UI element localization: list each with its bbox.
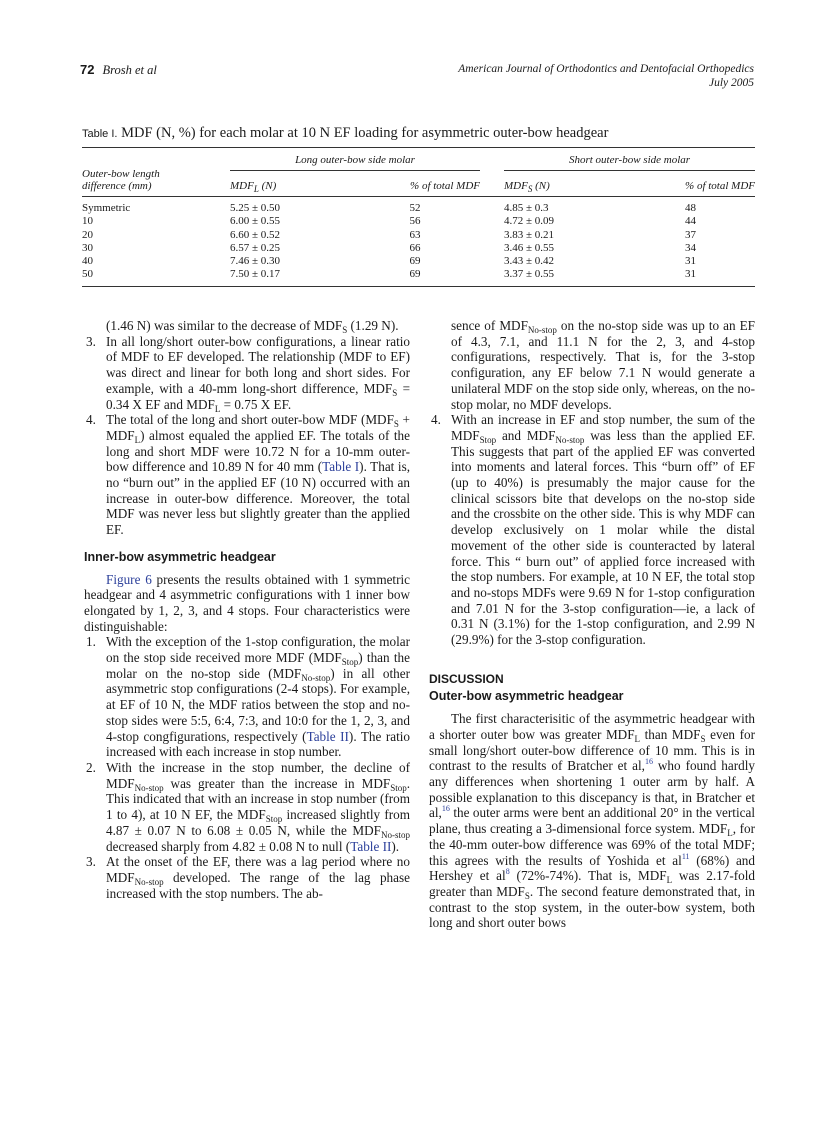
table-row <box>82 268 755 286</box>
text: the outer arms were bent an additional 20° in the vertical plane, thus creating a 3-dimensional force system. MDF <box>429 805 755 837</box>
subscript: No-stop <box>301 672 331 683</box>
list-number: 1. <box>86 634 96 650</box>
subscript: L <box>727 828 733 839</box>
table-1 <box>82 125 755 287</box>
text: With the increase in the stop number, the decline of MDF <box>106 759 410 791</box>
table-2-link[interactable]: Table II <box>306 728 349 744</box>
text: = 0.34 X EF and MDF <box>106 380 411 412</box>
cell-pct-l: 69 <box>409 255 421 268</box>
cell-mdf-l: 6.57 ± 0.25 <box>230 241 281 254</box>
subscript: S <box>524 890 530 901</box>
cell-mdf-s: 4.72 ± 0.09 <box>504 215 555 228</box>
list-item-4 <box>84 412 410 538</box>
cell-diff: Symmetric <box>82 202 131 214</box>
text: and MDF <box>496 427 556 443</box>
paragraph-inner-bow-intro <box>84 572 410 635</box>
table-1-link[interactable]: Table I <box>322 459 360 475</box>
subscript: No-stop <box>527 325 557 335</box>
col-header-mdf-l <box>230 174 350 197</box>
text: who found hardly any differences when shortening 1 outer arm by half. A possible explanation to this discepancy is that, in Bratcher et al, <box>429 758 755 821</box>
text: (1.29 N). <box>350 318 399 333</box>
text: In all long/short outer-bow configurations, a linear ratio of MDF to EF developed. The relationship (MDF to EF) was direct and linear for both long and short sides. For example, with a 40-mm long-short difference, MDF <box>106 333 410 396</box>
text: . The second feature demonstrated that, in contrast to the stop system, in the outer-bow system, both long and short outer bows <box>429 883 755 931</box>
table-row <box>82 255 755 268</box>
journal-title: American Journal of Orthodontics and Dentofacial Orthopedics <box>458 63 754 75</box>
list-number: 3. <box>86 854 96 870</box>
row-header <box>82 148 230 197</box>
cell-pct-l: 56 <box>409 215 421 228</box>
text: increased slightly from 4.87 ± 0.07 N to 6.08 ± 0.05 N, while the MDF <box>106 807 411 838</box>
mdf-s-unit: (N) <box>532 180 550 192</box>
table-row <box>82 215 755 228</box>
text: was greater than the increase in MDF <box>163 775 391 791</box>
list-number: 4. <box>86 412 96 428</box>
inner-list-item-2 <box>84 760 410 854</box>
table-label: Table I. <box>82 128 118 140</box>
cell-pct-s: 31 <box>685 268 696 281</box>
text: The first characterisitic of the asymmetric headgear with a shorter outer bow was greater MDF <box>429 711 755 742</box>
running-head-authors: Brosh et al <box>102 63 157 77</box>
subscript: Stop <box>390 782 407 793</box>
continued-item-2 <box>84 318 410 334</box>
cell-pct-s: 31 <box>685 255 696 268</box>
cell-pct-l: 66 <box>409 241 421 254</box>
group-header-short <box>504 148 755 175</box>
cell-diff: 50 <box>82 268 93 281</box>
text: At the onset of the EF, there was a lag period where no MDF <box>106 854 410 885</box>
subscript: L <box>214 403 221 414</box>
mdf-s-sub: S <box>527 184 533 194</box>
text: than MDF <box>640 726 701 742</box>
section-heading-discussion: DISCUSSION <box>429 671 504 686</box>
cell-pct-s: 48 <box>685 202 696 214</box>
running-head-left <box>80 62 157 78</box>
table-row <box>82 242 755 255</box>
cell-mdf-l: 5.25 ± 0.50 <box>230 202 281 214</box>
paragraph-discussion <box>429 711 755 931</box>
text: + MDF <box>106 412 410 443</box>
inner-list-item-1 <box>84 634 410 760</box>
table-2-link[interactable]: Table II <box>350 838 392 854</box>
cell-mdf-s: 3.37 ± 0.55 <box>504 268 555 281</box>
group-header-long <box>230 148 480 175</box>
list-number: 4. <box>431 412 441 428</box>
text: With the exception of the 1-stop configuration, the molar on the stop side received more MDF (MDF <box>106 634 410 666</box>
list-number: 2. <box>86 759 96 775</box>
subscript: No-stop <box>134 876 164 887</box>
cell-pct-s: 37 <box>685 228 696 241</box>
list-item-3 <box>84 334 410 413</box>
col-header-mdf-s <box>504 174 626 197</box>
row-header-line-1: Outer-bow length <box>82 168 160 180</box>
text: ) than the molar on the no-stop side (MDF <box>106 650 410 681</box>
mdf-l-sub: L <box>253 184 259 194</box>
inner-list-item-3 <box>84 854 410 901</box>
text: ). <box>391 838 400 854</box>
row-header-line-2: difference (mm) <box>82 180 152 192</box>
subscript: L <box>666 875 673 886</box>
text: (1.46 N) was similar to the decrease of MDF <box>106 318 343 333</box>
cell-diff: 40 <box>82 255 93 268</box>
cell-mdf-l: 7.50 ± 0.17 <box>230 268 281 281</box>
running-head <box>80 62 754 94</box>
mdf-l-unit: (N) <box>258 180 277 192</box>
table-caption <box>82 125 755 142</box>
text: sence of MDF <box>451 318 528 333</box>
text: presents the results obtained with 1 symmetric headgear and 4 asymmetric configurations with 1 inner bow elongated by 1, 2, 3, and 4 stops. Four characteristics were distinguishable: <box>84 571 410 634</box>
group-long-label: Long outer-bow side molar <box>295 154 415 166</box>
text: The total of the long and short outer-bow MDF (MDF <box>106 412 394 428</box>
subscript: S <box>392 387 398 398</box>
inner-list-item-3-continued <box>429 318 755 412</box>
page-number: 72 <box>80 62 95 77</box>
left-column <box>84 318 410 901</box>
subscript: L <box>134 434 141 445</box>
table-row <box>82 197 755 216</box>
text: ). The ratio increased with each increase in stop number. <box>106 728 410 760</box>
running-head-right <box>458 62 754 90</box>
subscript: S <box>700 733 706 744</box>
subscript: No-stop <box>555 434 585 445</box>
text: on the no-stop side was up to an EF of 4.3, 7.1, and 11.1 N for the 2, 3, and 4-stop configurations, respectively. That is, for the 3-stop configuration, any EF below 7.1 N would generate a unilateral MDF on the stop side only, whereas, on the no-stop molar, no MDF develops. <box>451 318 755 412</box>
subscript: No-stop <box>381 829 410 840</box>
text: (68%) and Hershey et al <box>429 852 755 884</box>
text: even for small long/short outer-bow difference of 10 mm. This is in contrast to the results of Bratcher et al, <box>429 726 755 774</box>
reference-11-link[interactable]: 11 <box>681 851 690 861</box>
subscript: S <box>342 325 348 335</box>
group-short-label: Short outer-bow side molar <box>568 154 691 166</box>
text: ). That is, no “burn out” in the applied EF (10 N) occurred with an increase in outer-bow difference. Moreover, the total MDF was never less but slightly greater than the applied EF. <box>106 459 411 538</box>
cell-mdf-l: 6.60 ± 0.52 <box>230 228 281 241</box>
cell-pct-l: 69 <box>409 268 421 281</box>
text: was 2.17-fold greater than MDF <box>429 868 755 899</box>
section-heading-inner-bow: Inner-bow asymmetric headgear <box>84 549 276 564</box>
text: = 0.75 X EF. <box>220 396 292 412</box>
text: With an increase in EF and stop number, the sum of the MDF <box>451 412 755 443</box>
list-number: 3. <box>86 333 96 349</box>
text: . This indicated that with an increase in stop number (from 1 to 4), at 10 N EF, the MDF <box>106 775 410 823</box>
cell-pct-s: 34 <box>685 241 696 254</box>
col-header-pct-s: % of total MDF <box>685 180 755 192</box>
subscript: L <box>634 733 641 744</box>
subscript: Stop <box>479 434 497 445</box>
mdf-l-label: MDF <box>230 180 254 192</box>
figure-6-link[interactable]: Figure 6 <box>106 571 152 587</box>
subscript: S <box>393 419 399 430</box>
text: (72%-74%). That is, MDF <box>509 868 667 884</box>
reference-8-link[interactable]: 8 <box>505 867 510 877</box>
subscript: Stop <box>265 814 283 825</box>
cell-pct-s: 44 <box>685 215 696 228</box>
table-caption-text: MDF (N, %) for each molar at 10 N EF loading for asymmetric outer-bow headgear <box>121 125 609 141</box>
cell-mdf-l: 6.00 ± 0.55 <box>230 215 281 228</box>
text: developed. The range of the lag phase increased with the stop numbers. The ab- <box>106 869 410 901</box>
cell-diff: 10 <box>82 215 93 228</box>
cell-pct-l: 52 <box>409 202 421 214</box>
subsection-heading-outer-bow: Outer-bow asymmetric headgear <box>429 689 624 704</box>
cell-diff: 30 <box>82 241 93 254</box>
reference-16-link[interactable]: 16 <box>644 757 653 767</box>
subscript: No-stop <box>134 782 164 793</box>
right-column <box>429 318 755 931</box>
data-table <box>82 147 755 287</box>
cell-pct-l: 63 <box>409 228 421 241</box>
text: was less than the applied EF. This suggests that part of the applied EF was converted into moments and lateral forces. This “burn off” of EF (up to 40%) is presumably the major cause for the clinical scissors bite that develops on the no-stop side and the crossbite on the other side. This is why MDF can develop exclusively on 1 molar while the distal movement of the other side is counteracted by lateral force. This “ burn out” of applied force increased with the stop numbers. For example, at 10 N EF, the total stop and no-stops MDFs were 9.69 N for 1-stop configuration and 7.01 N for the 3-stop configuration—ie, a lack of 0.31 N (3.1%) for the 1-stop configuration, and 2.99 N (29.9%) for the 3-stop configuration. <box>451 427 755 648</box>
text: decreased sharply from 4.82 ± 0.08 N to null ( <box>106 838 351 854</box>
cell-diff: 20 <box>82 228 93 241</box>
inner-list-item-4 <box>429 412 755 648</box>
mdf-s-label: MDF <box>504 180 528 192</box>
text: , for the 40-mm outer-bow difference was 69% of the total MDF; this agrees with the results of Yoshida et al <box>429 821 755 868</box>
reference-16-link[interactable]: 16 <box>441 804 450 814</box>
cell-mdf-s: 3.43 ± 0.42 <box>504 255 555 268</box>
col-header-pct-l: % of total MDF <box>410 180 480 192</box>
text: ) in all other asymmetric stop configurations (2-4 stops). For example, at EF of 10 N, the MDF ratios between the stop and no-stop sides were 5:5, 6:4, 7:3, and 10:0 for the 1, 2, 3, and 4-stop congfigurations, respectively ( <box>106 665 410 744</box>
cell-mdf-s: 3.83 ± 0.21 <box>504 228 555 241</box>
cell-mdf-s: 3.46 ± 0.55 <box>504 241 555 254</box>
cell-mdf-s: 4.85 ± 0.3 <box>504 202 549 214</box>
subscript: Stop <box>341 657 359 668</box>
journal-issue: July 2005 <box>708 77 754 89</box>
cell-mdf-l: 7.46 ± 0.30 <box>230 255 281 268</box>
text: ) almost equaled the applied EF. The totals of the long and short MDF were 10.72 N for a 10-mm outer-bow difference and 10.89 N for 40 mm ( <box>106 427 410 475</box>
table-row <box>82 229 755 242</box>
